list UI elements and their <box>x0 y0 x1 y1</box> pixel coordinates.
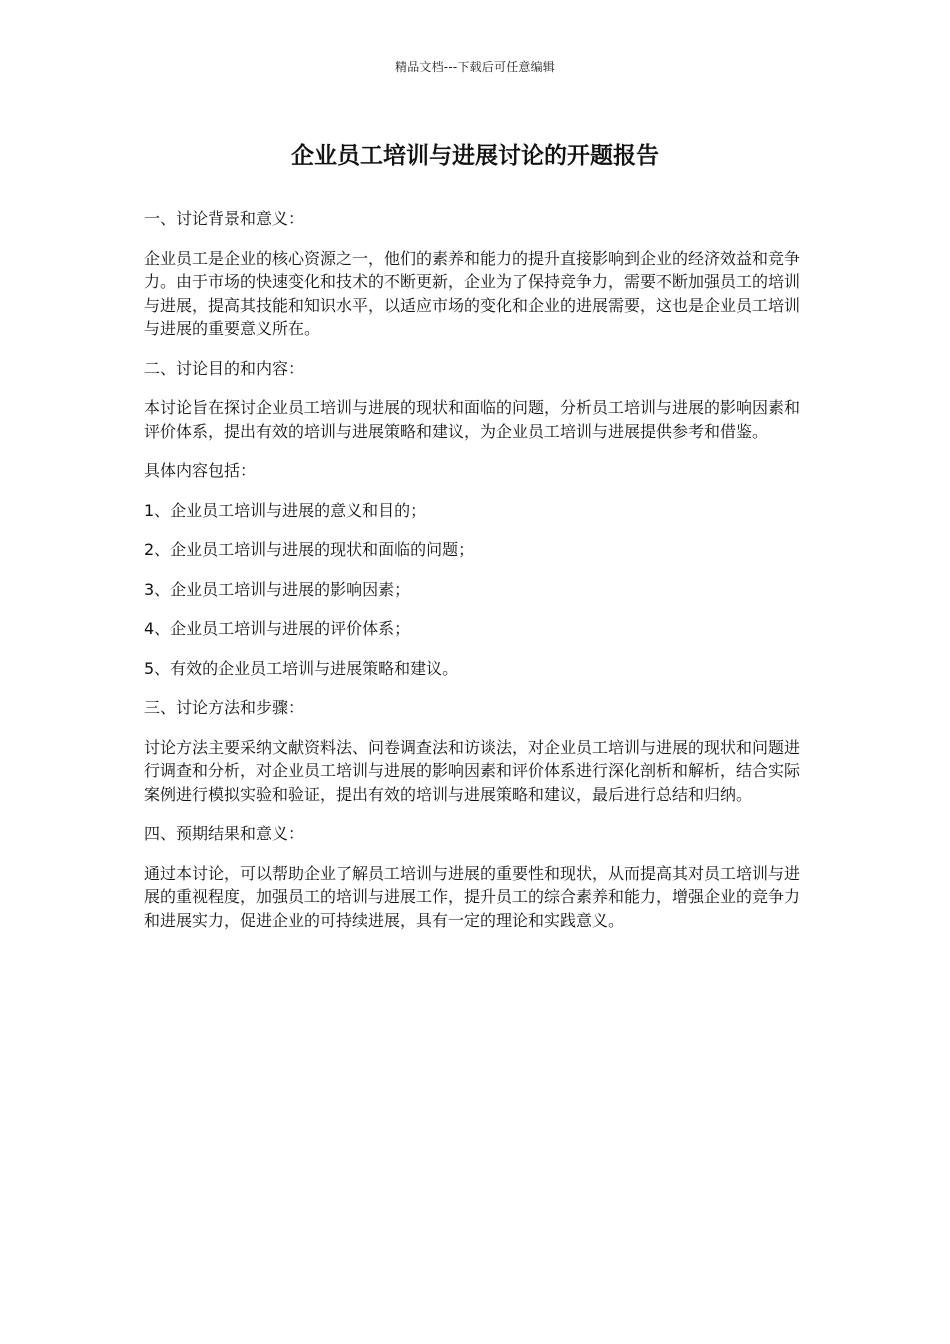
section-2-heading: 二、讨论目的和内容： <box>144 358 305 378</box>
section-4-heading: 四、预期结果和意义： <box>144 824 305 843</box>
section-2-list-intro: 具体内容包括： <box>144 461 257 480</box>
section-1-body: 企业员工是企业的核心资源之一，他们的素养和能力的提升直接影响到企业的经济效益和竞争力。由于市场的快速变化和技术的不断更新，企业为了保持竞争力，需要不断加强员工的培训与进展，提高其技能和知识水平，以适应市场的变化和企业的进展需要，这也是企业员工培训与进展的重要意义所在。 <box>144 248 801 338</box>
document-title: 企业员工培训与进展讨论的开题报告 <box>291 143 659 169</box>
header-note: 精品文档---下载后可任意编辑 <box>395 60 555 74</box>
list-item: 4、企业员工培训与进展的评价体系； <box>144 619 411 638</box>
list-item: 2、企业员工培训与进展的现状和面临的问题； <box>144 540 475 559</box>
list-item: 3、企业员工培训与进展的影响因素； <box>144 579 411 599</box>
list-item: 1、企业员工培训与进展的意义和目的； <box>144 500 427 520</box>
list-item: 5、有效的企业员工培训与进展策略和建议。 <box>144 658 459 678</box>
section-2-body: 本讨论旨在探讨企业员工培训与进展的现状和面临的问题，分析员工培训与进展的影响因素和评价体系，提出有效的培训与进展策略和建议，为企业员工培训与进展提供参考和借鉴。 <box>144 398 801 441</box>
section-3-body: 讨论方法主要采纳文献资料法、问卷调查法和访谈法，对企业员工培训与进展的现状和问题进行调查和分析，对企业员工培训与进展的影响因素和评价体系进行深化剖析和解析，结合实际案例进行模拟实验和验证，提出有效的培训与进展策略和建议，最后进行总结和归纳。 <box>144 737 801 804</box>
section-1-heading: 一、讨论背景和意义： <box>144 209 305 228</box>
section-3-heading: 三、讨论方法和步骤： <box>144 698 305 717</box>
section-4-body: 通过本讨论，可以帮助企业了解员工培训与进展的重要性和现状，从而提高其对员工培训与进展的重视程度，加强员工的培训与进展工作，提升员工的综合素养和能力，增强企业的竞争力和进展实力，促进企业的可持续进展，具有一定的理论和实践意义。 <box>144 863 801 930</box>
document-body <box>144 207 806 948</box>
